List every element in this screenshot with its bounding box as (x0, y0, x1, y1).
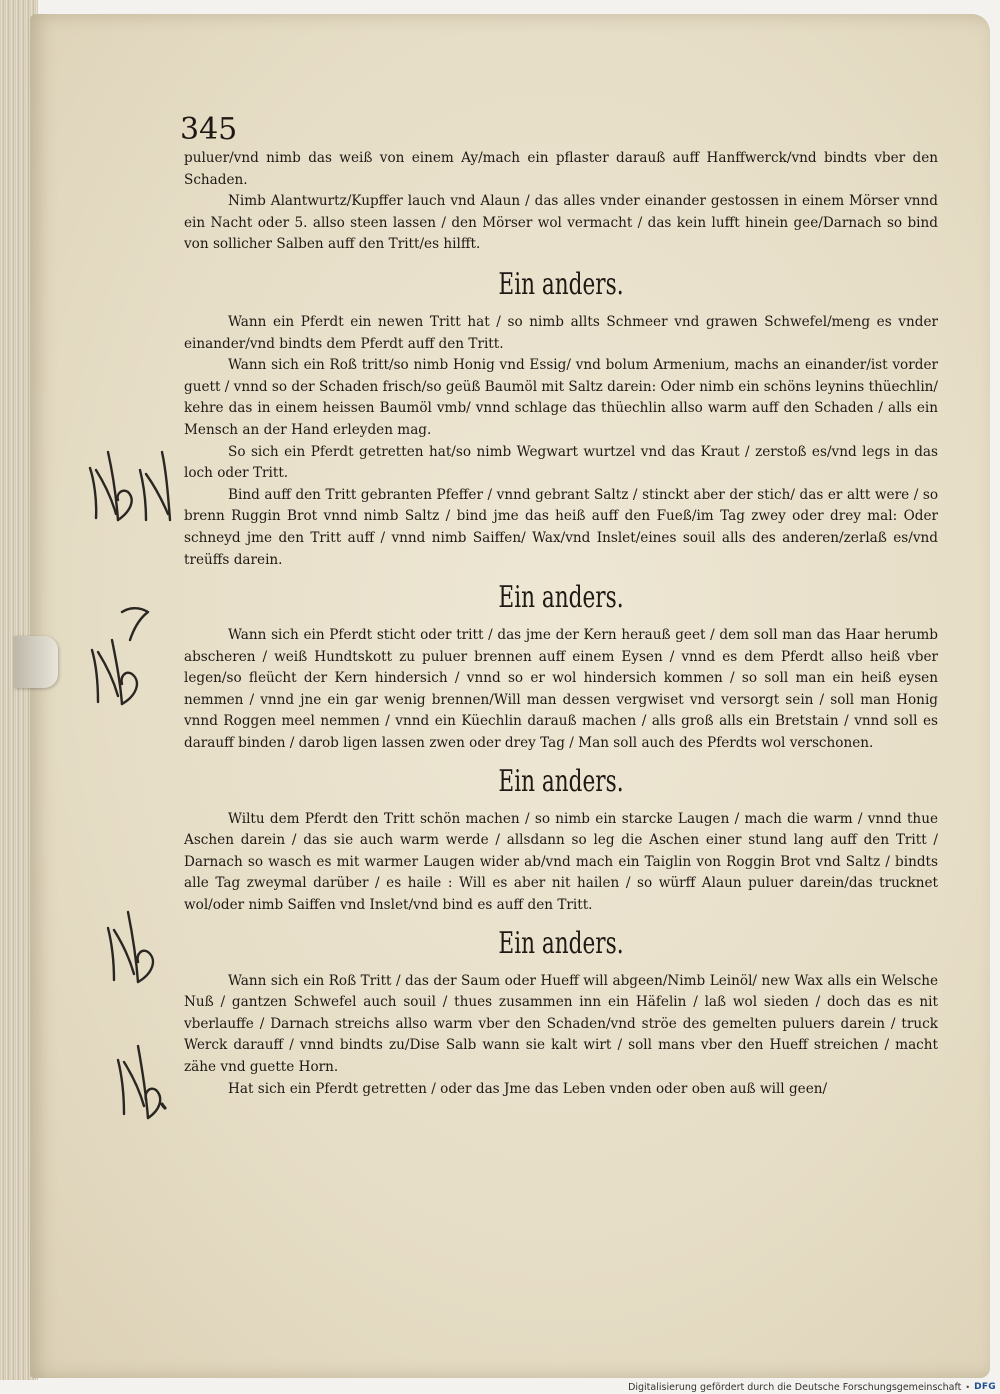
paragraph: Wann ein Pferdt ein newen Tritt hat / so nimb allts Schmeer vnd grawen Schwefel/meng es vnder einander/vnd bindts dem Pferdt auff den Tritt. (184, 313, 938, 352)
paragraph: Wiltu dem Pferdt den Tritt schön machen / so nimb ein starcke Laugen / mach die warm / vnnd thue Aschen darein / das sie auch warm werde / allsdann so leg die Aschen einer stund lang auff den Tritt / Darnach so wasch es mit warmer Laugen wider ab/vnd mach ein Taiglin von Roggin Brot vnd Saltz / bindts alle Tag zweymal darüber / es haile : Will es aber nit hailen / so würff Alaun puluer darein/das trucknet wol/oder nimb Saiffen vnd Inslet/vnd bind es auff den Tritt. (184, 810, 938, 914)
page-number: 345 (180, 112, 238, 147)
section-heading: Ein anders. (498, 763, 624, 799)
digitization-footer (606, 1380, 996, 1394)
separator-dot: • (965, 1382, 971, 1392)
section-heading: Ein anders. (498, 266, 624, 302)
paragraph: Wann sich ein Roß tritt/so nimb Honig vnd Essig/ vnd bolum Armenium, machs an einander/ist vorder guett / vnnd so der Schaden frisch/so geüß Baumöl mit Saltz darein: Oder nimb ein schöns leynins thüechlin/ kehre das in einem heissen Baumöl vmb/ vnnd schlage das thüechlin allso warm auff den Schaden / alls ein Mensch an der Hand erleyden mag. (184, 357, 938, 438)
section-heading: Ein anders. (498, 925, 624, 961)
paragraph: Hat sich ein Pferdt getretten / oder das Jme das Leben vnden oder oben auß will geen/ (228, 1080, 828, 1097)
paragraph: Wann sich ein Pferdt sticht oder tritt / das jme der Kern herauß geet / dem soll man das Haar herumb abscheren / weiß Hundtskott zu puluer brennen auff einem Eysen / vnnd es dem Pferdt allso heiß vber legen/so fleücht der Kern hindersich / vnnd so er wol hindersich kommen / so soll man ein heiß eysen nemmen / vnnd jne ein gar wenig brennen/Will man dessen vergwiset vnd versorgt sein / soll man Honig vnnd Roggen meel nemmen / vnnd ein Küechlin darauß machen / alls groß alls ein Bretstain / vnnd soll es darauff binden / darob ligen lassen zwen oder drey Tag / Man soll auch des Pferdts wol verschonen. (184, 627, 938, 752)
section-heading: Ein anders. (498, 580, 624, 616)
dfg-logo: DFG (974, 1382, 996, 1392)
paragraph: So sich ein Pferdt getretten hat/so nimb Wegwart wurtzel vnd das Kraut / zerstoß es/vnd legs in das loch oder Tritt. (184, 443, 938, 482)
paragraph: Bind auff den Tritt gebranten Pfeffer / vnnd gebrant Saltz / stinckt aber der stich/ das er altt were / so brenn Ruggin Brot vnnd nimb Saltz / bind jme das heiß auff den Fueß/im Tag zwey oder drey mal: Oder schneyd jme den Tritt auff / vnnd nimb Saiffen/ Wax/vnd Inslet/eines souil alls des anderen/zerlaß es/vnd treüffs darein. (184, 486, 938, 568)
bookmark-tab (14, 636, 58, 688)
footer-text: Digitalisierung gefördert durch die Deutsche Forschungsgemeinschaft (628, 1381, 962, 1393)
page-text (184, 148, 938, 1100)
paragraph: Nimb Alantwurtz/Kupffer lauch vnd Alaun / das alles vnder einander gestossen in einem Mörser vnnd ein Nacht oder 5. allso steen lassen / den Mörser wol vermacht / das kein lufft hinein gee/Darnach so bind von sollicher Salben auff den Tritt/es hilfft. (184, 193, 938, 253)
paragraph: puluer/vnd nimb das weiß von einem Ay/mach ein pflaster darauß auff Hanffwerck/vnd bindts vber den Schaden. (184, 150, 938, 188)
paragraph: Wann sich ein Roß Tritt / das der Saum oder Hueff will abgeen/Nimb Leinöl/ new Wax alls ein Welsche Nuß / gantzen Schwefel auch souil / thues zusammen inn ein Häfelin / laß wol sieden / doch das es nit vberlauffe / Darnach streichs allso warm vber den Schaden/vnd ströe des gemelten puluers darein / truck Werck darauff / vnnd bindts zu/Dise Salb wann sie kalt wirt / soll mans vber den Hueff streichen / macht zähe vnd guette Horn. (184, 972, 938, 1075)
